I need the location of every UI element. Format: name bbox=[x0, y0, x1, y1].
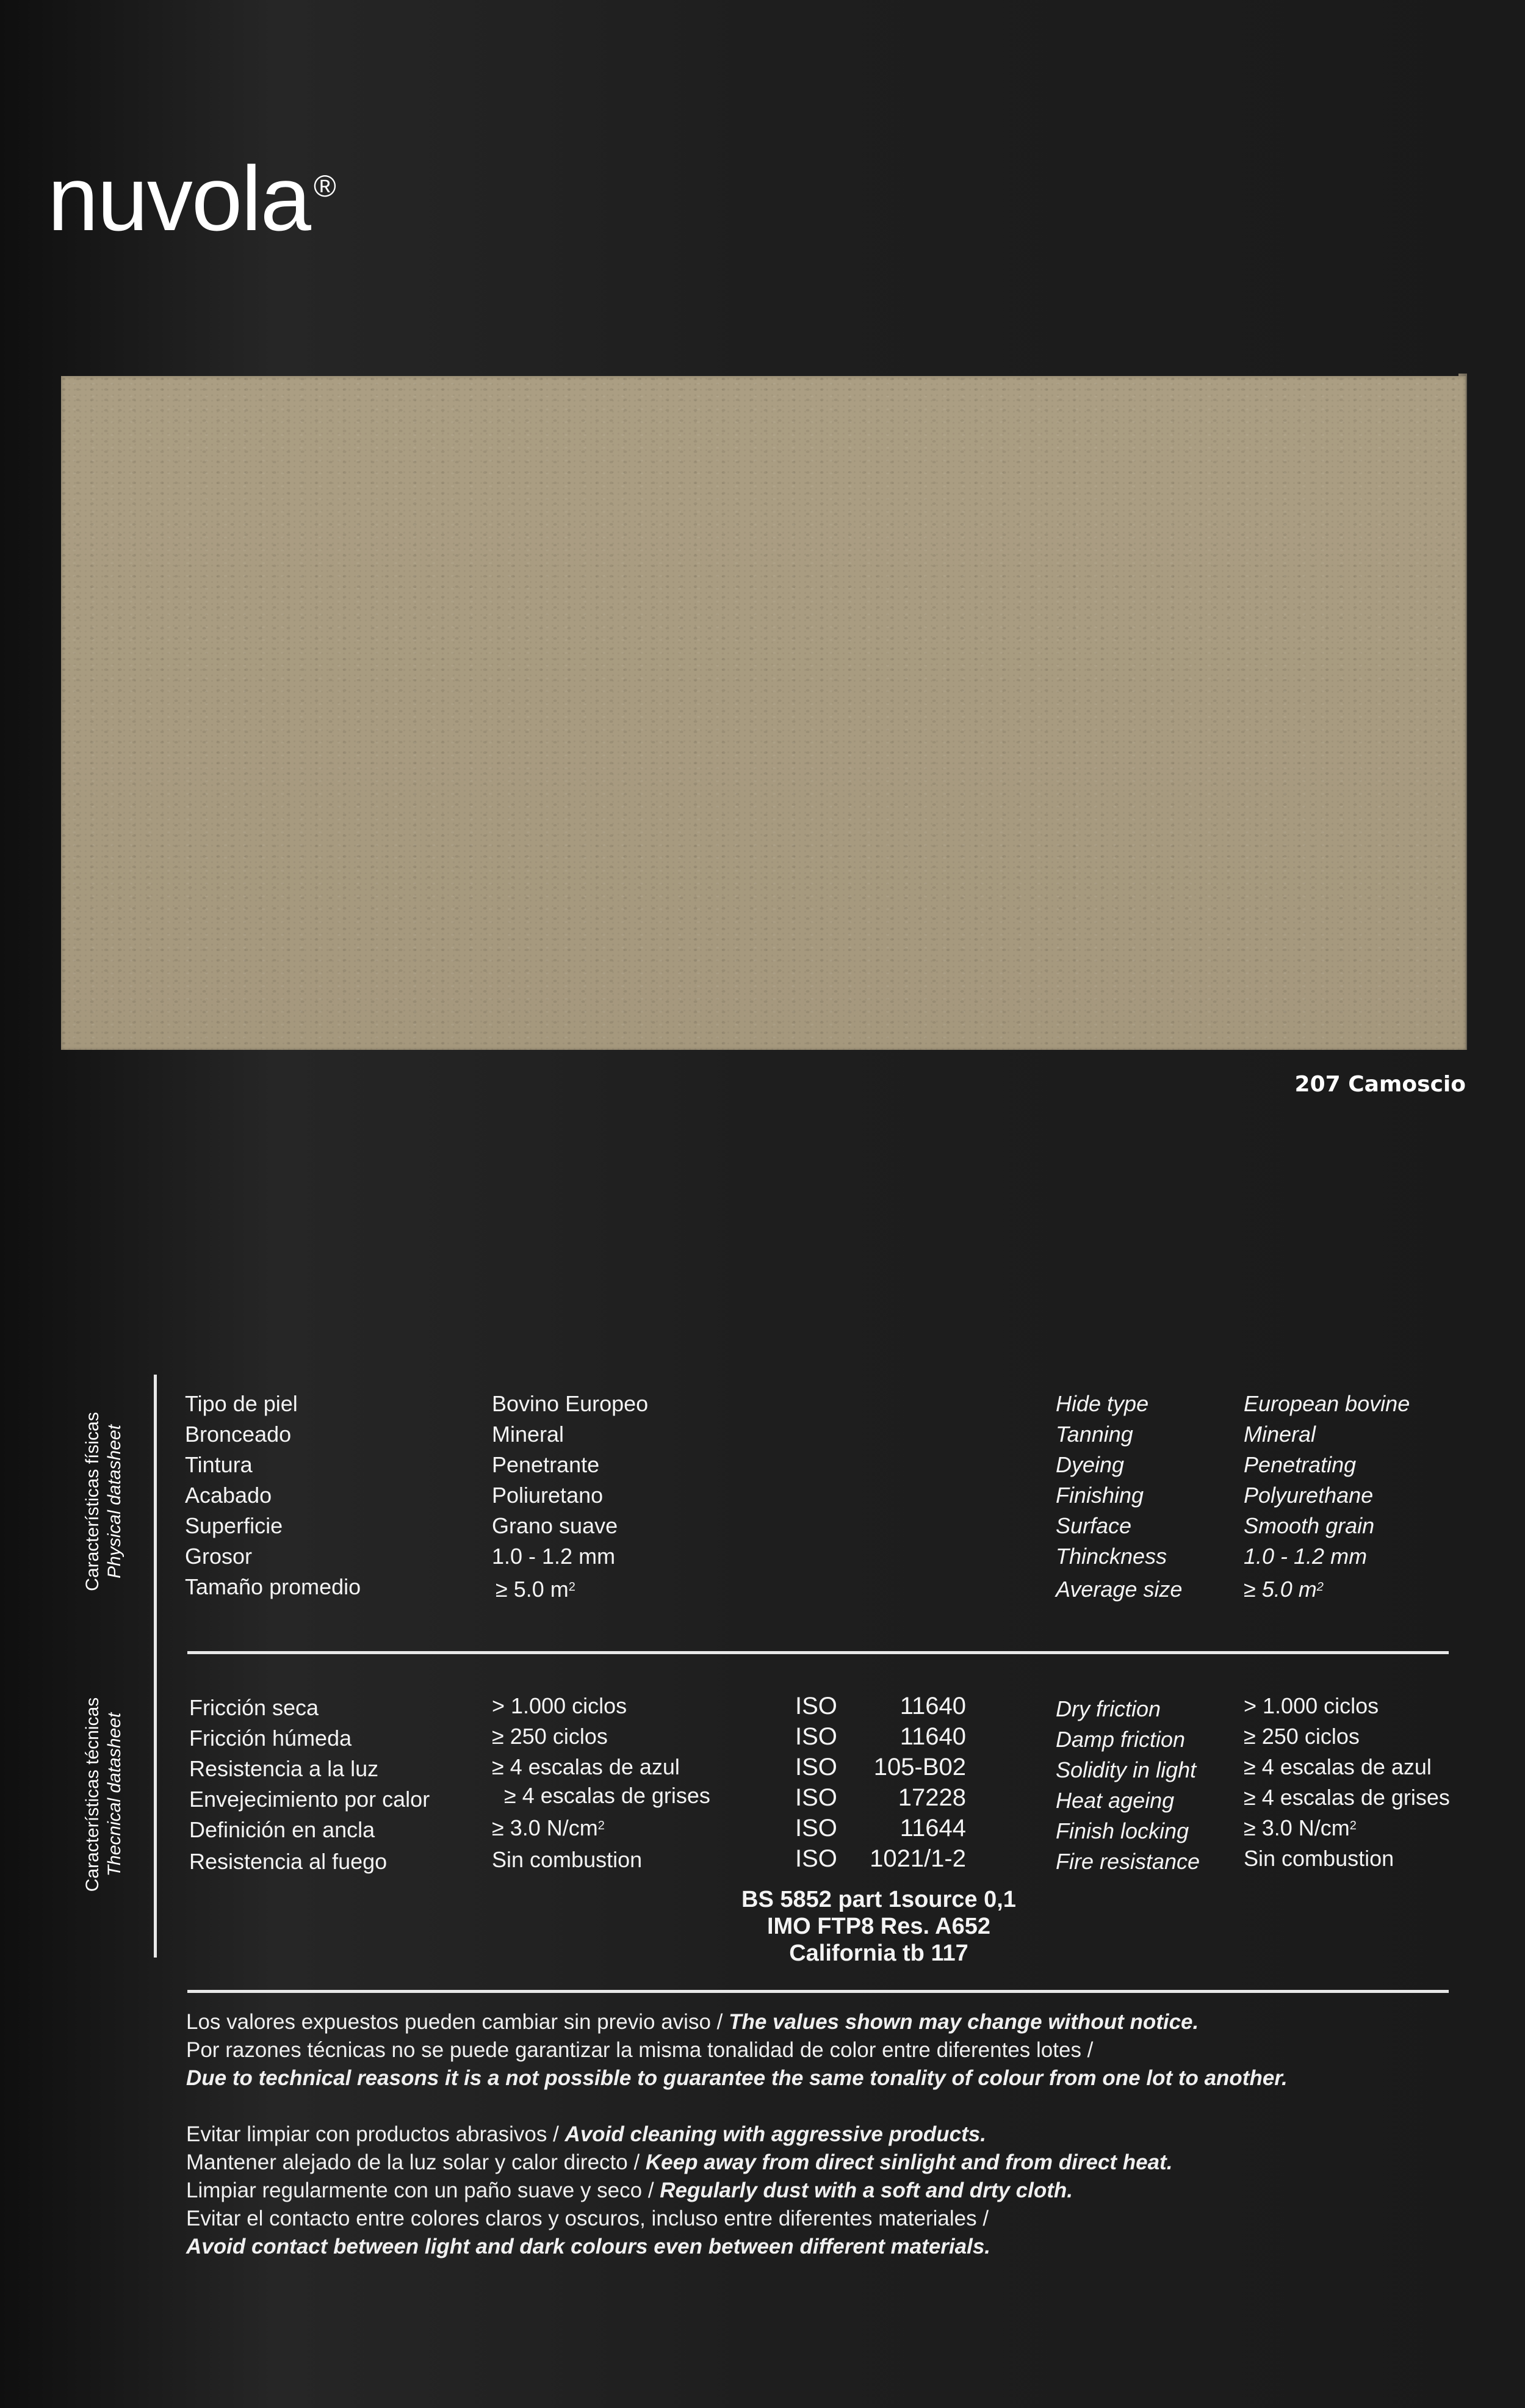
physical-label-es: Tintura bbox=[185, 1452, 253, 1477]
technical-label-en: Dry friction bbox=[1056, 1696, 1161, 1721]
technical-label-en: Solidity in light bbox=[1056, 1757, 1197, 1782]
technical-value-en: ≥ 4 escalas de grises bbox=[1244, 1785, 1450, 1810]
physical-label-es: Tipo de piel bbox=[185, 1391, 298, 1416]
vertical-divider bbox=[154, 1375, 157, 1958]
technical-value-en: ≥ 4 escalas de azul bbox=[1244, 1754, 1432, 1779]
technical-label-es: Resistencia al fuego bbox=[189, 1849, 388, 1874]
physical-label-es: Grosor bbox=[185, 1544, 253, 1569]
leather-swatch-image bbox=[61, 376, 1466, 1050]
registered-mark: ® bbox=[314, 169, 335, 203]
iso-number: 11640 bbox=[899, 1693, 966, 1719]
technical-label-es: Resistencia a la luz bbox=[189, 1756, 379, 1781]
fire-standard-item: IMO FTP8 Res. A652 bbox=[766, 1914, 991, 1939]
color-name: 207 Camoscio bbox=[1294, 1072, 1466, 1097]
physical-value-es: Grano suave bbox=[492, 1513, 618, 1538]
section-label-physical bbox=[82, 1386, 126, 1618]
technical-value-es: Sin combustion bbox=[492, 1847, 643, 1872]
section-label-technical-en: Thecnical datasheet bbox=[104, 1712, 124, 1877]
technical-value-en: ≥ 250 ciclos bbox=[1244, 1724, 1360, 1749]
physical-value-es: Poliuretano bbox=[492, 1483, 604, 1508]
technical-label-es: Fricción húmeda bbox=[189, 1726, 352, 1751]
physical-value-en: European bovine bbox=[1244, 1391, 1410, 1416]
technical-label-es: Definición en ancla bbox=[189, 1817, 375, 1842]
iso-label: ISO bbox=[795, 1815, 837, 1842]
iso-number: 17228 bbox=[898, 1784, 966, 1811]
technical-value-en: > 1.000 ciclos bbox=[1244, 1693, 1379, 1718]
physical-label-en: Hide type bbox=[1056, 1391, 1149, 1416]
iso-number: 11640 bbox=[899, 1723, 966, 1750]
iso-label: ISO bbox=[795, 1723, 837, 1750]
physical-value-en: Polyurethane bbox=[1244, 1483, 1374, 1508]
physical-value-en: Mineral bbox=[1244, 1422, 1316, 1447]
fire-standard-item: California tb 117 bbox=[789, 1940, 968, 1966]
section-label-physical-es: Características físicas bbox=[82, 1412, 103, 1591]
physical-value-es: Bovino Europeo bbox=[492, 1391, 649, 1416]
note-line: Evitar limpiar con productos abrasivos / Avoid cleaning with aggressive products. bbox=[186, 2122, 986, 2146]
note-line: Avoid contact between light and dark colours even between different materials. bbox=[186, 2235, 991, 2258]
technical-label-en: Fire resistance bbox=[1056, 1849, 1200, 1874]
note-line: Por razones técnicas no se puede garantizar la misma tonalidad de color entre diferentes lotes / bbox=[186, 2038, 1094, 2062]
technical-value-es: > 1.000 ciclos bbox=[492, 1693, 627, 1718]
brand-logo bbox=[48, 147, 335, 250]
iso-label: ISO bbox=[795, 1845, 837, 1872]
section-label-physical-en: Physical datasheet bbox=[104, 1425, 124, 1578]
physical-value-es: Penetrante bbox=[492, 1452, 600, 1477]
note-line: Los valores expuestos pueden cambiar sin previo aviso / The values shown may change without notice. bbox=[186, 2010, 1199, 2034]
physical-value-es: ≥ 5.0 $m^2$ bbox=[496, 1577, 575, 1602]
technical-label-es: Envejecimiento por calor bbox=[189, 1787, 430, 1812]
section-label-technical bbox=[82, 1679, 126, 1911]
iso-number: 11644 bbox=[899, 1815, 966, 1842]
technical-value-en: Sin combustion bbox=[1244, 1846, 1394, 1871]
physical-value-es: Mineral bbox=[492, 1422, 564, 1447]
note-line: Limpiar regularmente con un paño suave y seco / Regularly dust with a soft and drty cloth. bbox=[186, 2178, 1073, 2202]
physical-label-en: Average size bbox=[1056, 1577, 1183, 1602]
physical-label-en: Dyeing bbox=[1056, 1452, 1125, 1477]
physical-label-en: Surface bbox=[1056, 1513, 1132, 1538]
divider-line bbox=[187, 1990, 1449, 1993]
notes-block bbox=[186, 2008, 1468, 2261]
physical-label-es: Acabado bbox=[185, 1483, 272, 1508]
technical-value-es: ≥ 4 escalas de azul bbox=[492, 1754, 680, 1779]
technical-label-es: Fricción seca bbox=[189, 1695, 319, 1720]
fire-standards bbox=[635, 1886, 1123, 1967]
technical-label-en: Heat ageing bbox=[1056, 1788, 1175, 1813]
physical-value-en: ≥ 5.0 $m^2$ bbox=[1244, 1577, 1324, 1602]
physical-value-en: 1.0 - 1.2 mm bbox=[1244, 1544, 1368, 1569]
physical-label-en: Tanning bbox=[1056, 1422, 1133, 1447]
physical-label-en: Thinckness bbox=[1056, 1544, 1167, 1569]
physical-label-es: Superficie bbox=[185, 1513, 283, 1538]
technical-value-es: ≥ 250 ciclos bbox=[492, 1724, 608, 1749]
technical-label-en: Damp friction bbox=[1056, 1727, 1186, 1752]
iso-label: ISO bbox=[795, 1784, 837, 1811]
technical-label-en: Finish locking bbox=[1056, 1818, 1189, 1843]
technical-value-es: ≥ 4 escalas de grises bbox=[504, 1783, 710, 1808]
technical-value-en: ≥ 3.0 $N/cm^2$ bbox=[1244, 1815, 1357, 1840]
fire-standard-item: BS 5852 part 1source 0,1 bbox=[741, 1887, 1016, 1912]
section-label-technical-es: Características técnicas bbox=[82, 1697, 103, 1892]
iso-label: ISO bbox=[795, 1693, 837, 1719]
physical-label-es: Bronceado bbox=[185, 1422, 292, 1447]
iso-label: ISO bbox=[795, 1754, 837, 1781]
physical-label-es: Tamaño promedio bbox=[185, 1574, 361, 1599]
iso-number: 1021/1-2 bbox=[870, 1845, 966, 1872]
note-line: Mantener alejado de la luz solar y calor directo / Keep away from direct sinlight and from direct heat. bbox=[186, 2150, 1173, 2174]
physical-value-es: 1.0 - 1.2 mm bbox=[492, 1544, 616, 1569]
physical-value-en: Smooth grain bbox=[1244, 1513, 1375, 1538]
note-line: Due to technical reasons it is a not possible to guarantee the same tonality of colour from one lot to another. bbox=[186, 2066, 1288, 2090]
physical-label-en: Finishing bbox=[1056, 1483, 1144, 1508]
divider-line bbox=[187, 1651, 1449, 1654]
physical-value-en: Penetrating bbox=[1244, 1452, 1357, 1477]
note-line: Evitar el contacto entre colores claros y oscuros, incluso entre diferentes materiales / bbox=[186, 2207, 989, 2230]
iso-number: 105-B02 bbox=[873, 1754, 966, 1781]
technical-value-es: ≥ 3.0 $N/cm^2$ bbox=[492, 1815, 605, 1840]
brand-name: nuvola bbox=[48, 147, 311, 250]
